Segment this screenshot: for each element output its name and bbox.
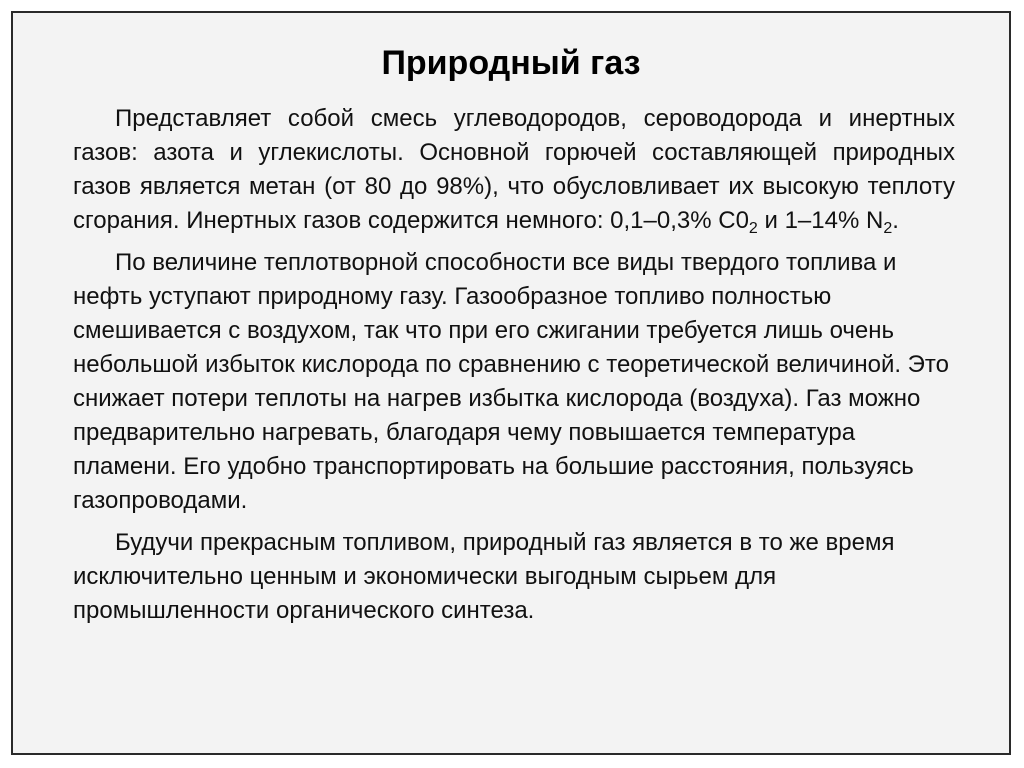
slide-body xyxy=(73,102,955,628)
co2-subscript: 2 xyxy=(748,220,758,237)
paragraph-composition-mid: и 1–14% N xyxy=(757,207,884,234)
slide xyxy=(11,11,1011,755)
paragraph-composition xyxy=(73,102,955,238)
paragraph-composition-end: . xyxy=(892,207,899,234)
n2-subscript: 2 xyxy=(883,220,893,237)
paragraph-heat-value: По величине теплотворной способности все виды твердого топлива и нефть уступают природному газу. Газообразное топливо полностью смешивается с воздухом, так что при его сжигании требуется лишь очень небольшой избыток кислорода по сравнению с теоретической величиной. Это снижает потери теплоты на нагрев избытка кислорода (воздуха). Газ можно предварительно нагревать, благодаря чему повышается температура пламени. Его удобно транспортировать на большие расстояния, пользуясь газопроводами. xyxy=(73,249,949,514)
slide-title: Природный газ xyxy=(381,44,641,82)
paragraph-composition-text: Представляет собой смесь углеводородов, сероводорода и инертных газов: азота и углекислоты. Основной горючей составляющей природных газов является метан (от 80 до 98%), что обусловливает их высокую теплоту сгорания. Инертных газов содержится немного: 0,1–0,3% С0 xyxy=(73,105,955,234)
paragraph-raw-material: Будучи прекрасным топливом, природный газ является в то же время исключительно ценным и экономически выгодным сырьем для промышленности органического синтеза. xyxy=(73,529,895,624)
